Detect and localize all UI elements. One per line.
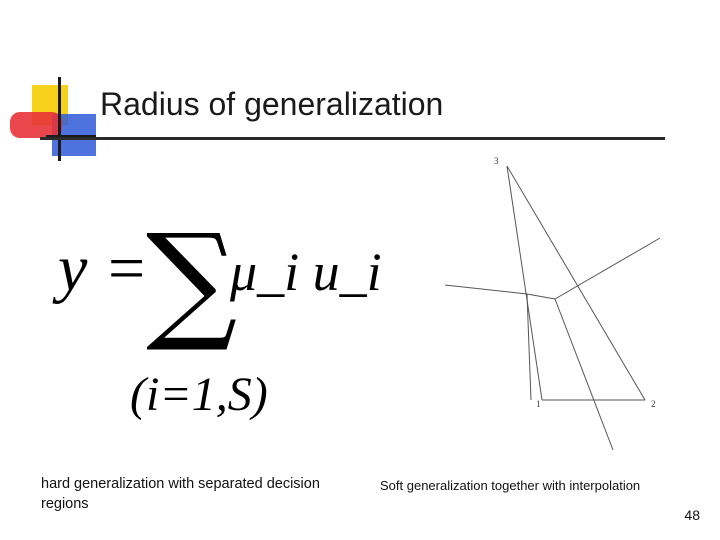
formula-summand: μ_i u_i bbox=[230, 242, 382, 302]
generalization-diagram bbox=[435, 150, 675, 460]
summation-formula bbox=[50, 180, 382, 440]
boundary-left bbox=[445, 285, 527, 294]
boundary-left-inner bbox=[527, 294, 555, 299]
vertex-label-2: 2 bbox=[651, 399, 656, 409]
caption-soft-generalization: Soft generalization together with interpolation bbox=[380, 478, 641, 493]
formula-range: (i=1,S) bbox=[130, 368, 268, 421]
vertex-label-3: 3 bbox=[494, 156, 499, 166]
vertex-label-1: 1 bbox=[536, 399, 541, 409]
triangle-edge-3-2 bbox=[507, 166, 645, 400]
formula-sum-symbol: ∑ bbox=[146, 207, 238, 356]
slide-title: Radius of generalization bbox=[100, 86, 444, 122]
caption-hard-generalization: hard generalization with separated decision regions bbox=[41, 476, 320, 512]
triangle-edge-3-1 bbox=[507, 166, 542, 400]
slide-logo-icon bbox=[8, 72, 108, 168]
page-number: 48 bbox=[684, 507, 700, 523]
boundary-upper-right bbox=[555, 238, 660, 299]
boundary-down bbox=[555, 299, 613, 450]
title-underline bbox=[40, 137, 665, 140]
formula-lhs: y = bbox=[58, 232, 149, 305]
